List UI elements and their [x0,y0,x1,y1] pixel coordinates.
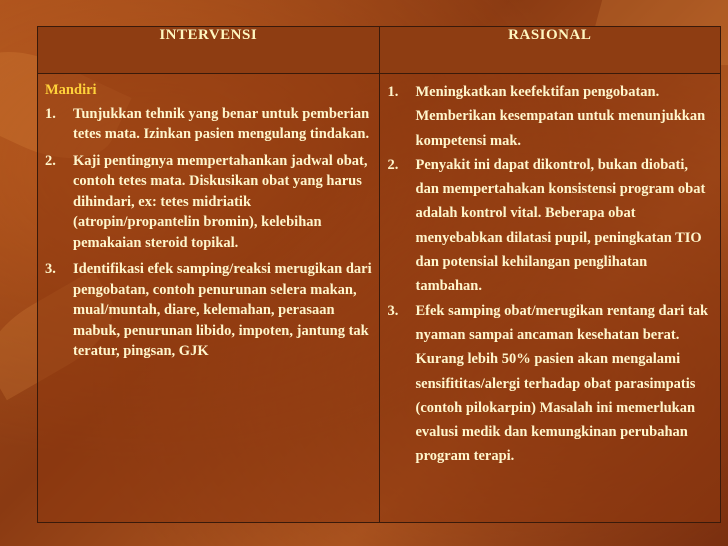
item-text: Meningkatkan keefektifan pengobatan. Memberikan kesempatan untuk menunjukkan kompetensi mak. [415,84,706,149]
item-text: Tunjukkan tehnik yang benar untuk pemberian tetes mata. Izinkan pasien mengulang tindakan. [73,105,370,142]
list-item [388,153,715,299]
header-rasional: RASIONAL [379,27,721,74]
item-number: 3. [45,261,56,277]
rasional-cell [379,74,721,523]
item-number: 3. [387,302,399,319]
intervensi-cell [38,74,380,523]
item-text: Efek samping obat/merugikan rentang dari tak nyaman sampai ancaman kesehatan berat. Kurang lebih 50% pasien akan mengalami sensifititas/alergi terhadap obat parasimpatis (contoh pilokarpin) Masalah ini memerlukan evalusi medik dan kemungkinan perubahan program terapi. [415,302,709,465]
section-label-mandiri: Mandiri [45,82,97,98]
intervention-table [37,26,721,523]
item-number: 1. [45,105,56,122]
header-intervensi: INTERVENSI [38,27,380,74]
list-item [45,151,373,254]
item-number: 1. [387,84,399,100]
list-item [388,299,715,469]
item-text: Identifikasi efek samping/reaksi merugikan dari pengobatan, contoh penurunan selera makan, mual/muntah, diare, kelemahan, perasaan mabuk, penurunan libido, impoten, jantung tak teratur, pingsan, GJK [73,261,372,359]
list-item [388,80,715,153]
item-text: Penyakit ini dapat dikontrol, bukan diobati, dan mempertahakan konsistensi program obat adalah kontrol vital. Beberapa obat menyebabkan dilatasi pupil, peningkatan TIO dan potensial kehilangan penglihatan tambahan. [415,156,706,295]
item-number: 2. [387,156,399,173]
item-number: 2. [45,152,56,169]
list-item [45,104,373,145]
list-item [45,259,373,362]
item-text: Kaji pentingnya mempertahankan jadwal obat, contoh tetes mata. Diskusikan obat yang harus dihindari, ex: tetes midriatik (atropin/propantelin bromin), kelebihan pemakaian steroid topikal. [73,152,368,251]
